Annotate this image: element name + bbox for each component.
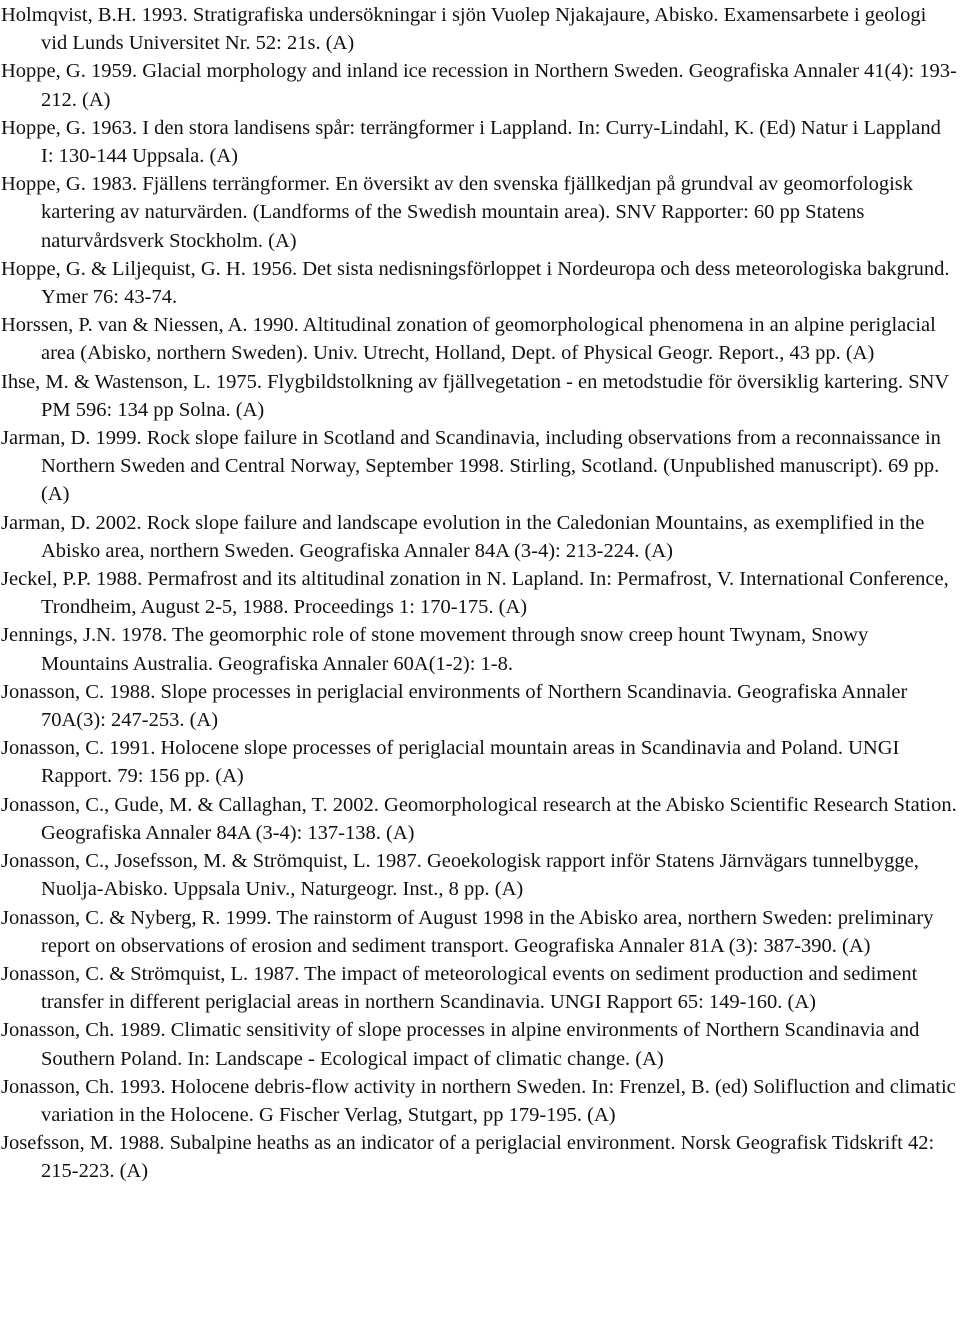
reference-entry: Hoppe, G. 1959. Glacial morphology and inland ice recession in Northern Sweden. Geografiska Annaler 41(4): 193-212. (A) [1, 60, 957, 111]
reference-entry: Hoppe, G. & Liljequist, G. H. 1956. Det sista nedisningsförloppet i Nordeuropa och dess meteorologiska bakgrund. Ymer 76: 43-74. [1, 257, 950, 309]
reference-entry: Jonasson, C., Gude, M. & Callaghan, T. 2002. Geomorphological research at the Abisko Scientific Research Station. Geografiska Annaler 84A (3-4): 137-138. (A) [1, 793, 957, 844]
reference-entry: Holmqvist, B.H. 1993. Stratigrafiska undersökningar i sjön Vuolep Njakajaure, Abisko. Examensarbete i geologi vid Lunds Universitet Nr. 52: 21s. (A) [1, 4, 927, 55]
reference-entry: Jonasson, C. & Strömquist, L. 1987. The impact of meteorological events on sediment production and sediment transfer in different periglacial areas in northern Scandinavia. UNGI Rapport 65: 149-160. (A) [1, 962, 918, 1014]
reference-entry: Horssen, P. van & Niessen, A. 1990. Altitudinal zonation of geomorphological phenomena in an alpine periglacial area (Abisko, northern Sweden). Univ. Utrecht, Holland, Dept. of Physical Geogr. Report., 43 pp. (A) [1, 314, 936, 365]
reference-entry: Josefsson, M. 1988. Subalpine heaths as an indicator of a periglacial environment. Norsk Geografisk Tidskrift 42: 215-223. (A) [1, 1132, 935, 1183]
reference-entry: Hoppe, G. 1983. Fjällens terrängformer. En översikt av den svenska fjällkedjan på grundval av geomorfologisk kartering av naturvärden. (Landforms of the Swedish mountain area). SNV Rapporter: 60 pp Statens naturvårdsverk Stockholm. (A) [1, 173, 914, 252]
reference-entry: Jonasson, Ch. 1993. Holocene debris-flow activity in northern Sweden. In: Frenzel, B. (ed) Solifluction and climatic variation in the Holocene. G Fischer Verlag, Stutgart, pp 179-195. (A) [1, 1075, 956, 1126]
reference-list [1, 1, 957, 1186]
reference-entry: Jeckel, P.P. 1988. Permafrost and its altitudinal zonation in N. Lapland. In: Permafrost, V. International Conference, Trondheim, August 2-5, 1988. Proceedings 1: 170-175. (A) [1, 568, 949, 619]
reference-entry: Jennings, J.N. 1978. The geomorphic role of stone movement through snow creep hount Twynam, Snowy Mountains Australia. Geografiska Annaler 60A(1-2): 1-8. [1, 624, 869, 675]
reference-entry: Jarman, D. 2002. Rock slope failure and landscape evolution in the Caledonian Mountains, as exemplified in the Abisko area, northern Sweden. Geografiska Annaler 84A (3-4): 213-224. (A) [1, 511, 925, 562]
reference-entry: Ihse, M. & Wastenson, L. 1975. Flygbildstolkning av fjällvegetation - en metodstudie för översiklig kartering. SNV PM 596: 134 pp Solna. (A) [1, 370, 949, 421]
reference-entry: Jarman, D. 1999. Rock slope failure in Scotland and Scandinavia, including observations from a reconnaissance in Northern Sweden and Central Norway, September 1998. Stirling, Scotland. (Unpublished manuscript). 69 pp. (A) [1, 427, 941, 506]
reference-entry: Jonasson, C. & Nyberg, R. 1999. The rainstorm of August 1998 in the Abisko area, northern Sweden: preliminary report on observations of erosion and sediment transport. Geografiska Annaler 81A (3): 387-390. (A) [1, 906, 934, 957]
reference-entry: Jonasson, C., Josefsson, M. & Strömquist, L. 1987. Geoekologisk rapport inför Statens Järnvägars tunnelbygge, Nuolja-Abisko. Uppsala Univ., Naturgeogr. Inst., 8 pp. (A) [1, 850, 919, 901]
reference-entry: Jonasson, Ch. 1989. Climatic sensitivity of slope processes in alpine environments of Northern Scandinavia and Southern Poland. In: Landscape - Ecological impact of climatic change. (A) [1, 1019, 920, 1070]
reference-entry: Jonasson, C. 1988. Slope processes in periglacial environments of Northern Scandinavia. Geografiska Annaler 70A(3): 247-253. (A) [1, 680, 908, 732]
reference-entry: Jonasson, C. 1991. Holocene slope processes of periglacial mountain areas in Scandinavia and Poland. UNGI Rapport. 79: 156 pp. (A) [1, 737, 900, 788]
reference-entry: Hoppe, G. 1963. I den stora landisens spår: terrängformer i Lappland. In: Curry-Lindahl, K. (Ed) Natur i Lappland I: 130-144 Uppsala. (A) [1, 116, 941, 168]
